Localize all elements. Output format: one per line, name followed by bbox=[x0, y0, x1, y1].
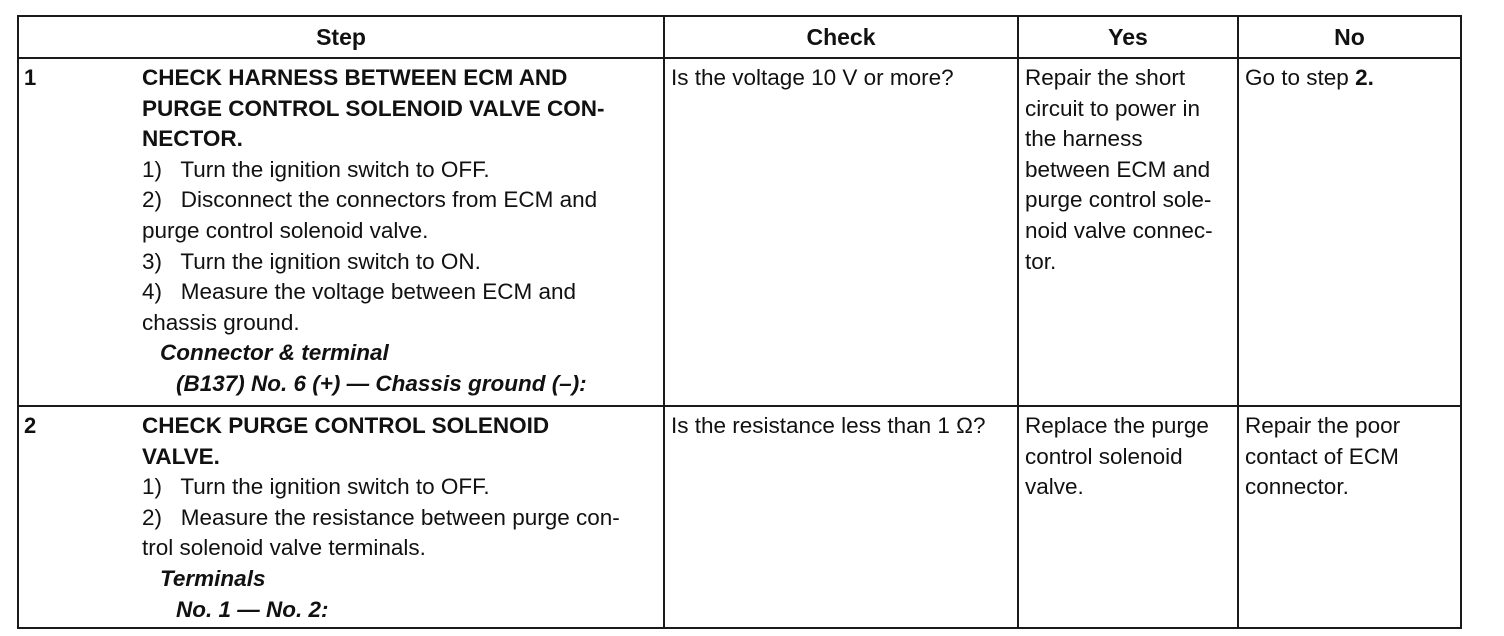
spec-heading: Terminals bbox=[160, 565, 266, 591]
yes-line: between ECM and bbox=[1025, 156, 1211, 182]
instruction-line: 1) Turn the ignition switch to OFF. bbox=[142, 474, 490, 500]
step-number: 1 bbox=[24, 65, 37, 90]
diagnostic-table bbox=[17, 15, 1462, 629]
no-line: Repair the poor bbox=[1245, 413, 1401, 438]
header-check: Check bbox=[664, 16, 1018, 58]
header-row bbox=[18, 16, 1461, 58]
instruction-line: chassis ground. bbox=[142, 309, 300, 335]
step-reference: 2. bbox=[1355, 65, 1374, 90]
spec-value: (B137) No. 6 (+) — Chassis ground (–): bbox=[176, 370, 587, 396]
spec-value: No. 1 — No. 2: bbox=[176, 596, 329, 622]
yes-line: tor. bbox=[1025, 248, 1057, 274]
step-title-line: CHECK HARNESS BETWEEN ECM AND bbox=[142, 65, 568, 90]
step-title-line: CHECK PURGE CONTROL SOLENOID bbox=[142, 413, 550, 438]
step-content bbox=[142, 407, 663, 625]
table-row bbox=[18, 58, 1461, 406]
yes-line: purge control sole- bbox=[1025, 187, 1212, 213]
yes-line: noid valve connec- bbox=[1025, 217, 1213, 243]
step-content bbox=[142, 59, 663, 400]
instruction-line: trol solenoid valve terminals. bbox=[142, 535, 426, 561]
header-step: Step bbox=[18, 16, 664, 58]
check-cell: Is the resistance less than 1 Ω? bbox=[664, 406, 1018, 628]
no-line: connector. bbox=[1245, 474, 1349, 500]
header-no: No bbox=[1238, 16, 1461, 58]
instruction-line: 4) Measure the voltage between ECM and bbox=[142, 279, 576, 305]
step-title-line: NECTOR. bbox=[142, 126, 243, 152]
no-text: Go to step bbox=[1245, 65, 1356, 90]
instruction-line: purge control solenoid valve. bbox=[142, 217, 429, 243]
yes-line: the harness bbox=[1025, 126, 1143, 152]
yes-line: circuit to power in bbox=[1025, 95, 1201, 121]
instruction-line: 3) Turn the ignition switch to ON. bbox=[142, 248, 481, 274]
yes-cell bbox=[1018, 58, 1238, 406]
header-yes: Yes bbox=[1018, 16, 1238, 58]
yes-line: Replace the purge bbox=[1025, 413, 1209, 438]
step-cell bbox=[18, 406, 664, 628]
table-row bbox=[18, 406, 1461, 628]
step-title-line: PURGE CONTROL SOLENOID VALVE CON- bbox=[142, 95, 605, 121]
yes-line: valve. bbox=[1025, 474, 1084, 500]
instruction-line: 2) Measure the resistance between purge con- bbox=[142, 504, 620, 530]
no-line: contact of ECM bbox=[1245, 443, 1399, 469]
yes-cell bbox=[1018, 406, 1238, 628]
diagnostic-table-sheet bbox=[17, 15, 1460, 629]
step-cell bbox=[18, 58, 664, 406]
step-number: 2 bbox=[24, 413, 37, 438]
no-cell bbox=[1238, 58, 1461, 406]
check-cell: Is the voltage 10 V or more? bbox=[664, 58, 1018, 406]
instruction-line: 2) Disconnect the connectors from ECM and bbox=[142, 187, 598, 213]
no-cell bbox=[1238, 406, 1461, 628]
yes-line: control solenoid bbox=[1025, 443, 1183, 469]
spec-heading: Connector & terminal bbox=[160, 340, 389, 366]
instruction-line: 1) Turn the ignition switch to OFF. bbox=[142, 156, 490, 182]
yes-line: Repair the short bbox=[1025, 65, 1186, 90]
step-title-line: VALVE. bbox=[142, 443, 220, 469]
